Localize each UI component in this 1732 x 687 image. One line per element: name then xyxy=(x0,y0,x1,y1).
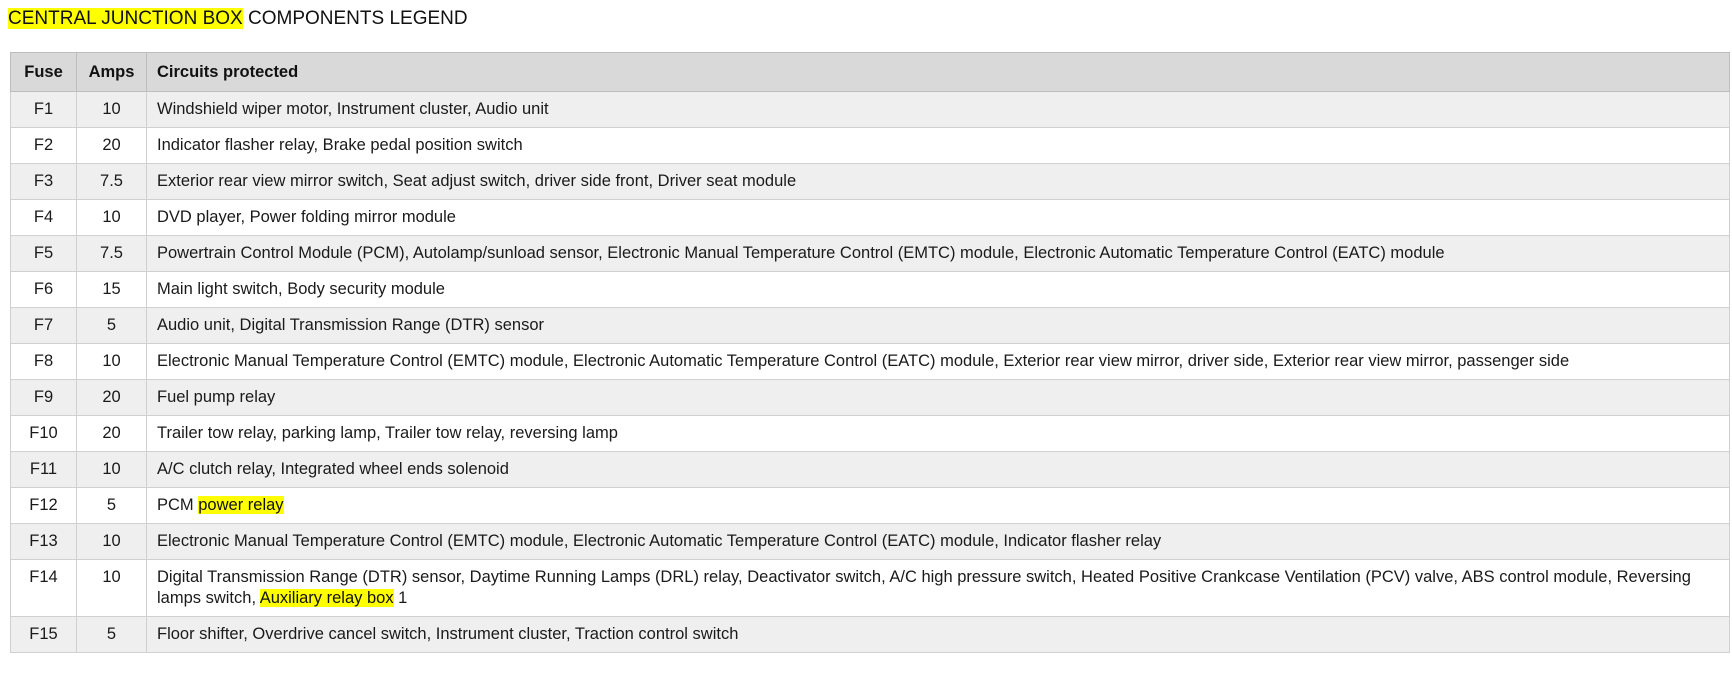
cell-circuits: Audio unit, Digital Transmission Range (DTR) sensor xyxy=(147,308,1730,344)
cell-amps: 20 xyxy=(77,128,147,164)
cell-fuse: F5 xyxy=(11,236,77,272)
cell-circuits: DVD player, Power folding mirror module xyxy=(147,200,1730,236)
table-row xyxy=(11,128,1730,164)
fuse-legend-table xyxy=(10,52,1730,653)
cell-circuits: Powertrain Control Module (PCM), Autolamp/sunload sensor, Electronic Manual Temperature Control (EMTC) module, Electronic Automatic Temperature Control (EATC) module xyxy=(147,236,1730,272)
table-row xyxy=(11,452,1730,488)
cell-amps: 20 xyxy=(77,380,147,416)
table-row xyxy=(11,164,1730,200)
cell-circuits: Exterior rear view mirror switch, Seat adjust switch, driver side front, Driver seat module xyxy=(147,164,1730,200)
cell-amps: 5 xyxy=(77,308,147,344)
cell-amps: 20 xyxy=(77,416,147,452)
cell-circuits: Fuel pump relay xyxy=(147,380,1730,416)
cell-circuits: Windshield wiper motor, Instrument cluster, Audio unit xyxy=(147,92,1730,128)
cell-amps: 5 xyxy=(77,617,147,653)
circuits-text-pre: PCM xyxy=(157,496,199,514)
cell-circuits: A/C clutch relay, Integrated wheel ends solenoid xyxy=(147,452,1730,488)
cell-fuse: F7 xyxy=(11,308,77,344)
page-title-highlight: CENTRAL JUNCTION BOX xyxy=(8,8,243,29)
cell-amps: 5 xyxy=(77,488,147,524)
cell-fuse: F10 xyxy=(11,416,77,452)
cell-fuse: F9 xyxy=(11,380,77,416)
table-row xyxy=(11,380,1730,416)
cell-circuits: Floor shifter, Overdrive cancel switch, Instrument cluster, Traction control switch xyxy=(147,617,1730,653)
cell-fuse: F15 xyxy=(11,617,77,653)
cell-fuse: F6 xyxy=(11,272,77,308)
cell-amps: 10 xyxy=(77,452,147,488)
circuits-text-highlight: Auxiliary relay box xyxy=(259,589,394,607)
cell-amps: 7.5 xyxy=(77,164,147,200)
circuits-text-highlight: power relay xyxy=(198,496,284,514)
table-row xyxy=(11,344,1730,380)
page-title-rest: COMPONENTS LEGEND xyxy=(242,8,468,29)
cell-amps: 10 xyxy=(77,200,147,236)
table-row xyxy=(11,416,1730,452)
column-header-fuse: Fuse xyxy=(11,53,77,92)
cell-circuits: Main light switch, Body security module xyxy=(147,272,1730,308)
circuits-text-post: 1 xyxy=(393,589,408,607)
cell-amps: 10 xyxy=(77,92,147,128)
cell-circuits: Trailer tow relay, parking lamp, Trailer tow relay, reversing lamp xyxy=(147,416,1730,452)
table-row xyxy=(11,200,1730,236)
cell-fuse: F4 xyxy=(11,200,77,236)
cell-fuse: F13 xyxy=(11,524,77,560)
cell-fuse: F1 xyxy=(11,92,77,128)
cell-amps: 10 xyxy=(77,524,147,560)
cell-fuse: F14 xyxy=(11,560,77,617)
table-row xyxy=(11,236,1730,272)
cell-circuits xyxy=(147,488,1730,524)
cell-circuits xyxy=(147,560,1730,617)
column-header-amps: Amps xyxy=(77,53,147,92)
page-title xyxy=(0,0,1732,30)
cell-circuits: Electronic Manual Temperature Control (EMTC) module, Electronic Automatic Temperature Control (EATC) module, Exterior rear view mirror, driver side, Exterior rear view mirror, passenger side xyxy=(147,344,1730,380)
table-row xyxy=(11,560,1730,617)
cell-amps: 10 xyxy=(77,560,147,617)
table-header xyxy=(11,53,1730,92)
cell-circuits: Indicator flasher relay, Brake pedal position switch xyxy=(147,128,1730,164)
cell-fuse: F11 xyxy=(11,452,77,488)
cell-fuse: F8 xyxy=(11,344,77,380)
cell-fuse: F12 xyxy=(11,488,77,524)
cell-fuse: F3 xyxy=(11,164,77,200)
cell-amps: 7.5 xyxy=(77,236,147,272)
circuits-text-pre: Digital Transmission Range (DTR) sensor, Daytime Running Lamps (DRL) relay, Deactivator switch, A/C high pressure switch, Heated Positive Crankcase Ventilation (PCV) valve, ABS control module, Reversing lamps switch, xyxy=(157,568,1691,607)
table-body xyxy=(11,92,1730,653)
table-row xyxy=(11,308,1730,344)
table-row xyxy=(11,488,1730,524)
table-header-row xyxy=(11,53,1730,92)
cell-amps: 10 xyxy=(77,344,147,380)
cell-circuits: Electronic Manual Temperature Control (EMTC) module, Electronic Automatic Temperature Control (EATC) module, Indicator flasher relay xyxy=(147,524,1730,560)
cell-fuse: F2 xyxy=(11,128,77,164)
column-header-circuits: Circuits protected xyxy=(147,53,1730,92)
table-row xyxy=(11,272,1730,308)
table-row xyxy=(11,524,1730,560)
cell-amps: 15 xyxy=(77,272,147,308)
table-row xyxy=(11,617,1730,653)
table-row xyxy=(11,92,1730,128)
